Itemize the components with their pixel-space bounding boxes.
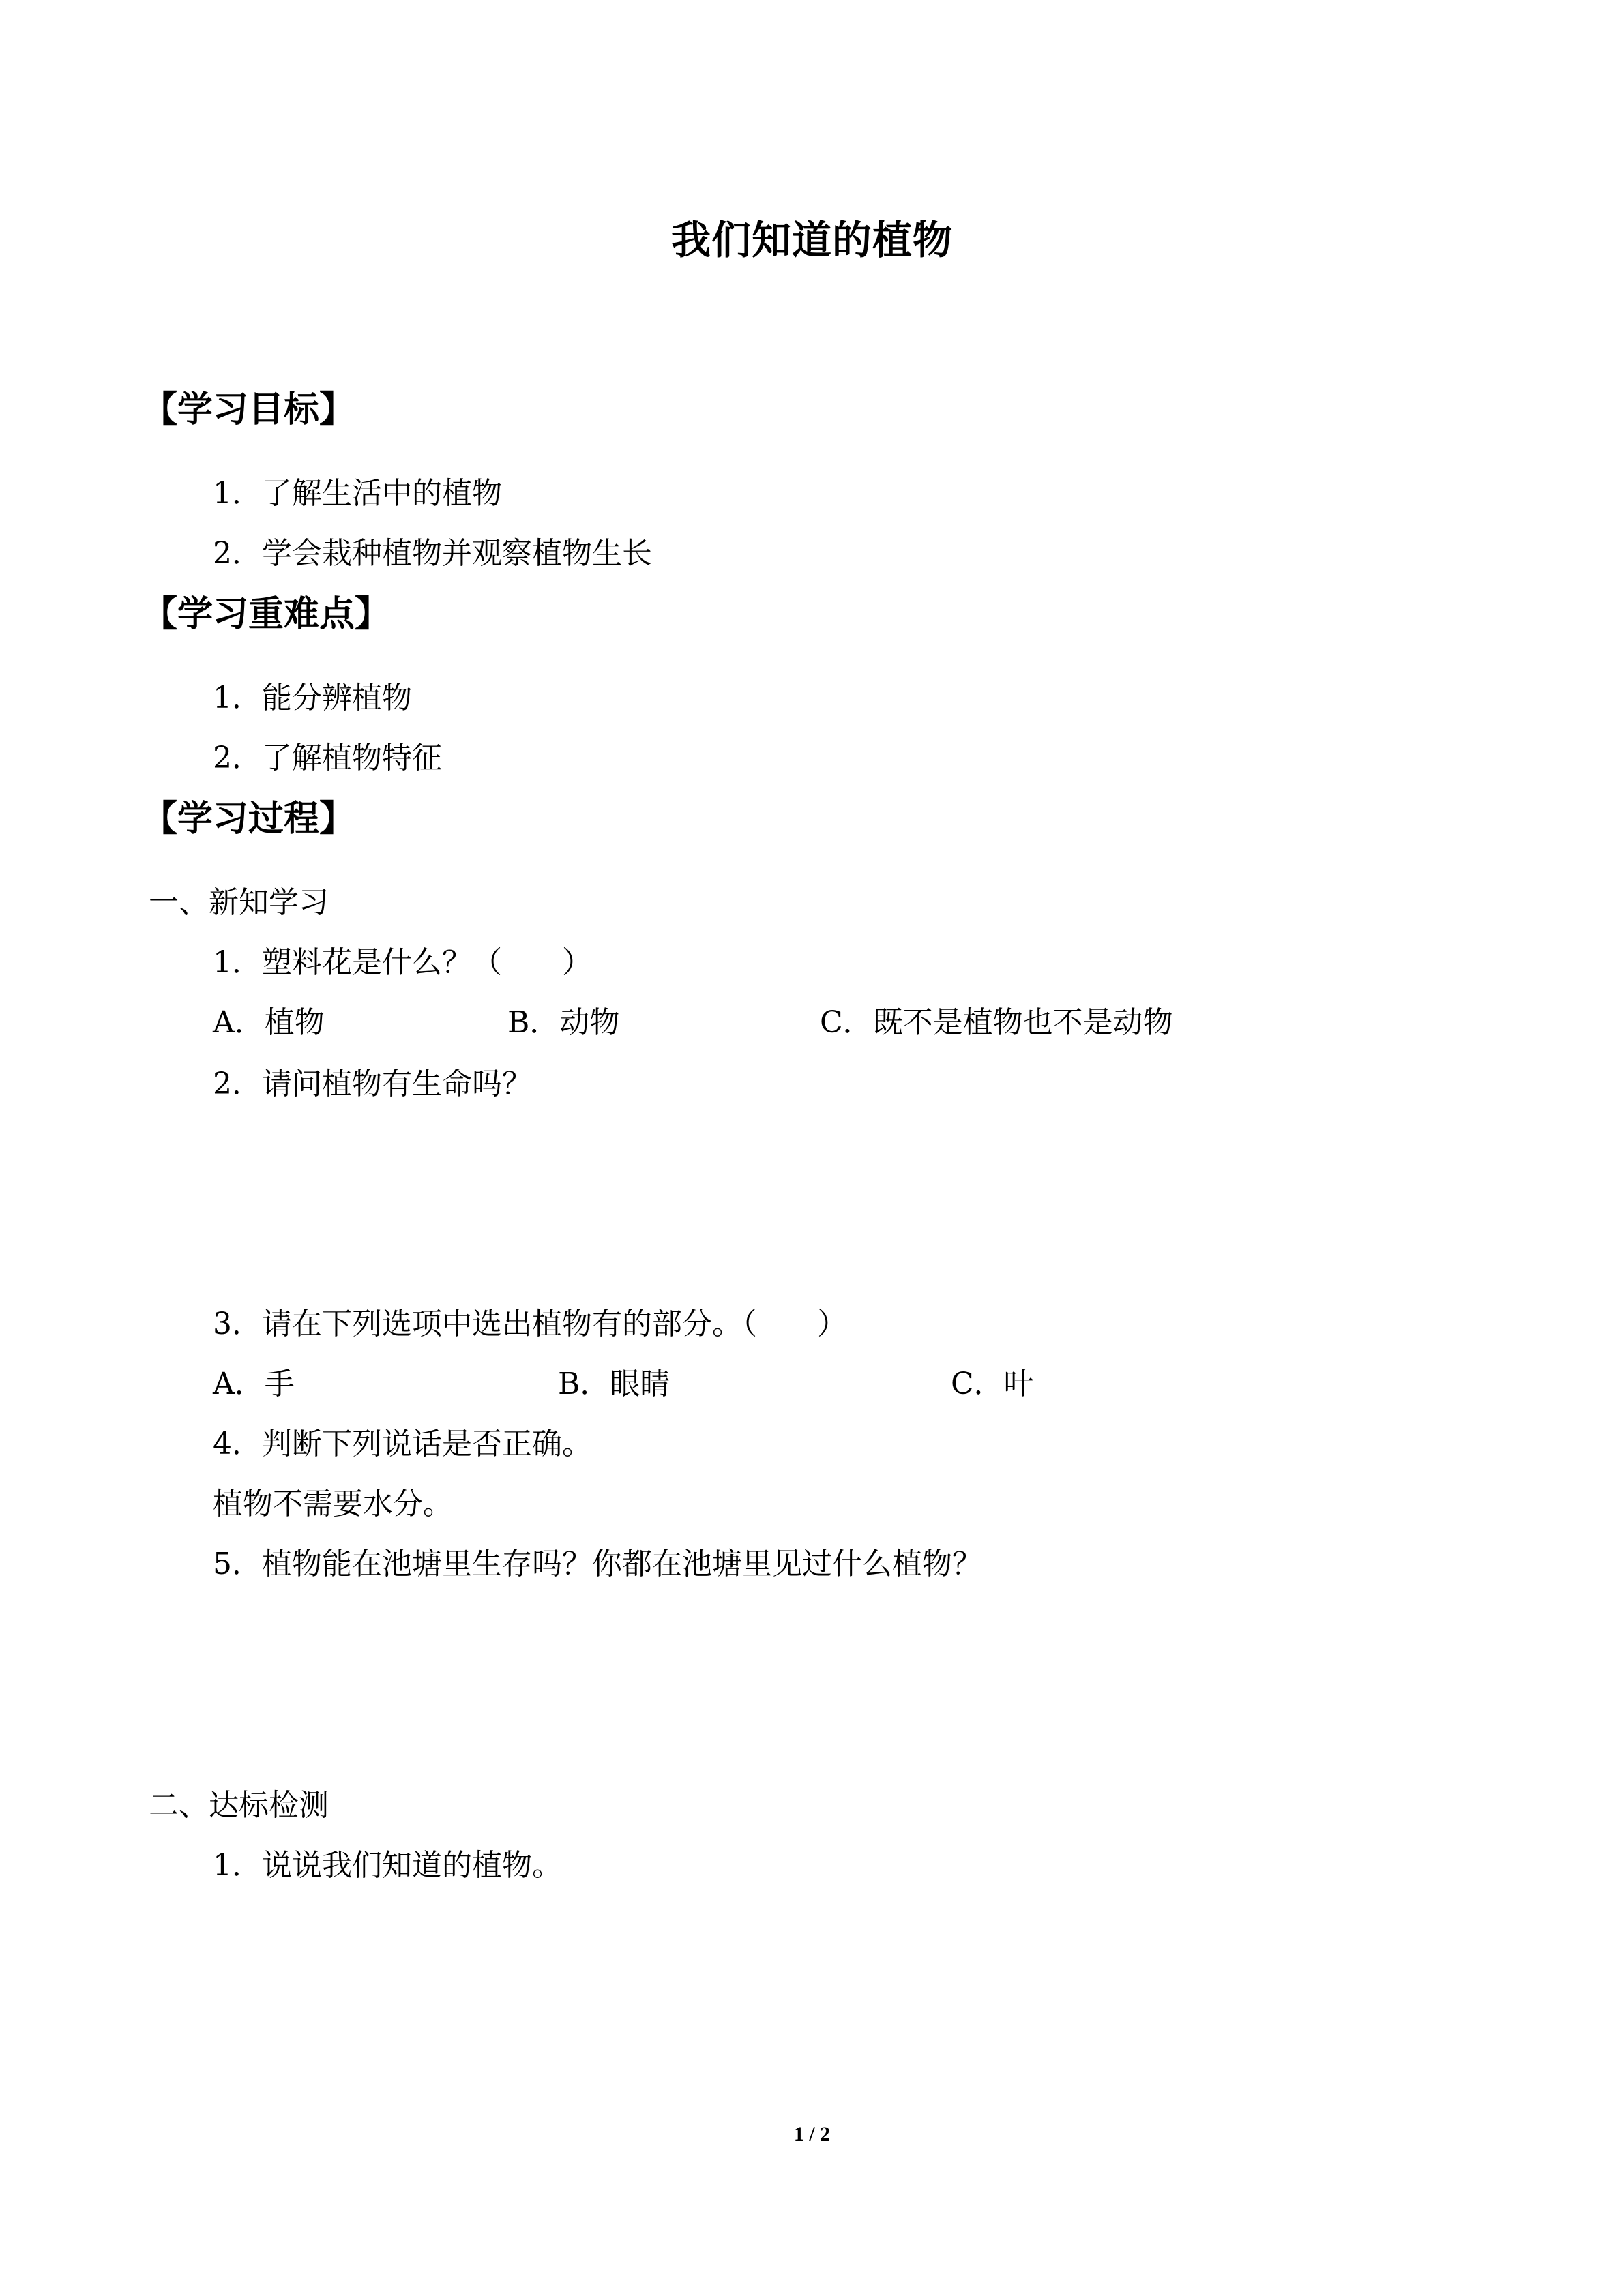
objective-item-1: 1．了解生活中的植物	[213, 476, 502, 511]
q4-statement: 植物不需要水分。	[213, 1487, 453, 1521]
objectives-heading: 【学习目标】	[142, 389, 355, 430]
page-number: 1 / 2	[793, 2123, 831, 2145]
key-point-item-2: 2．了解植物特征	[213, 741, 442, 775]
q3-option-b: B．眼睛	[558, 1367, 670, 1401]
q3-option-c: C．叶	[951, 1367, 1034, 1401]
q3-option-a: A．手	[213, 1367, 295, 1401]
part1-label: 一、新知学习	[149, 885, 329, 920]
question-5: 5．植物能在池塘里生存吗？你都在池塘里见过什么植物？	[213, 1547, 982, 1581]
objective-item-2: 2．学会栽种植物并观察植物生长	[213, 536, 652, 571]
process-heading: 【学习过程】	[142, 799, 355, 839]
check-question-1: 1．说说我们知道的植物。	[213, 1848, 562, 1883]
part2-label: 二、达标检测	[149, 1788, 329, 1823]
question-4: 4．判断下列说话是否正确。	[213, 1427, 592, 1461]
key-point-item-1: 1．能分辨植物	[213, 681, 412, 715]
q1-option-b: B．动物	[507, 1005, 620, 1040]
question-3: 3．请在下列选项中选出植物有的部分。（ ）	[213, 1307, 847, 1341]
question-1: 1．塑料花是什么？（ ）	[213, 945, 592, 980]
question-2: 2．请问植物有生命吗？	[213, 1067, 532, 1101]
key-points-heading: 【学习重难点】	[142, 594, 391, 635]
document-title: 我们知道的植物	[670, 217, 953, 263]
q1-option-a: A．植物	[213, 1005, 325, 1040]
q1-option-c: C．既不是植物也不是动物	[820, 1005, 1173, 1040]
